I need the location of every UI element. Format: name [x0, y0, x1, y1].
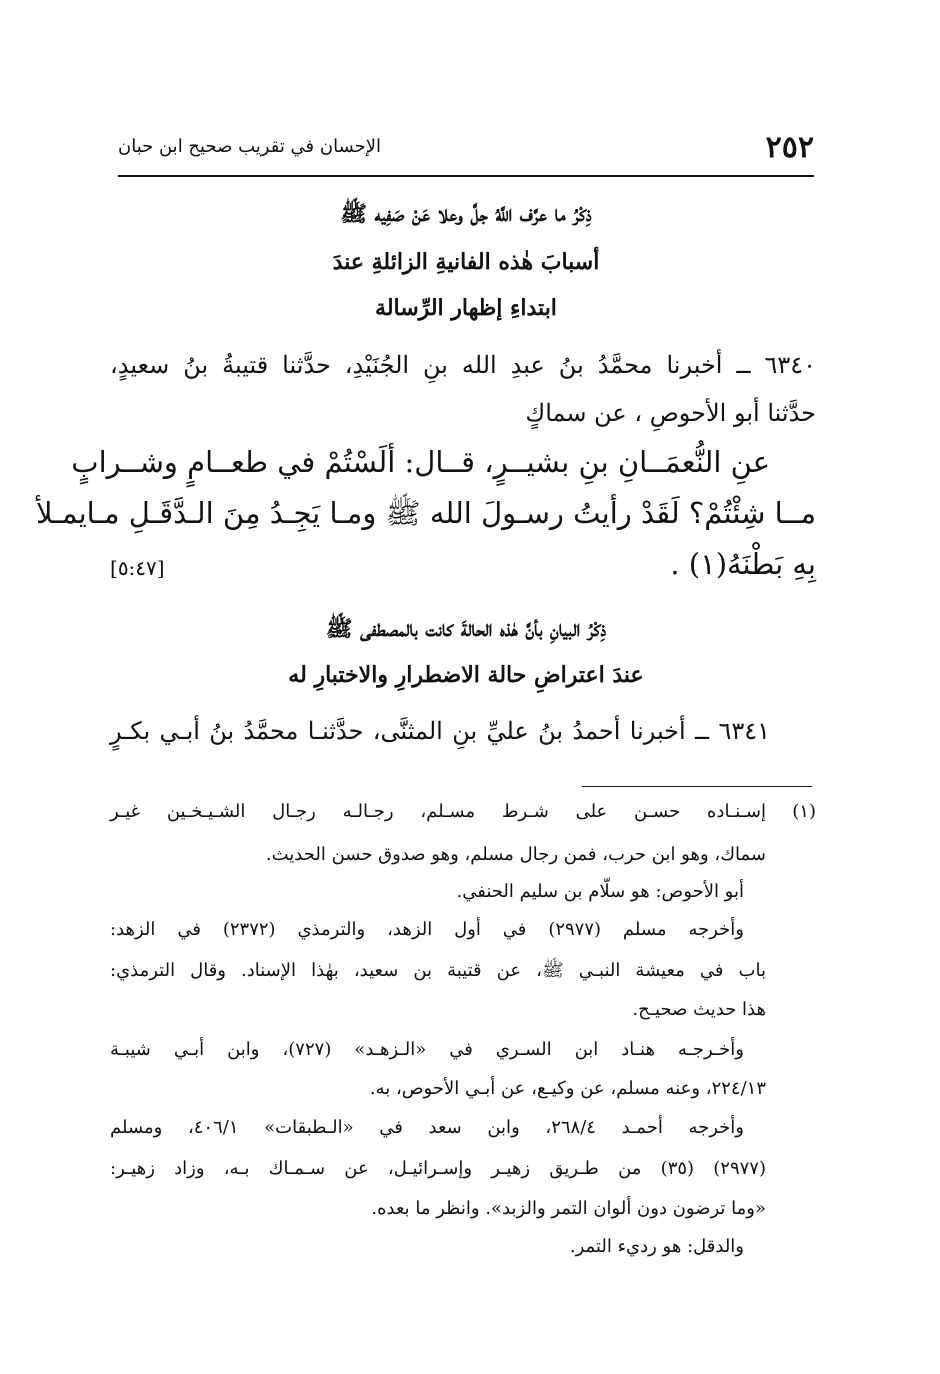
- hadith-6340-isnad-line2: حدَّثنا أبو الأحوصِ ، عن سماكٍ: [525, 399, 816, 427]
- source-reference: [٥:٤٧]: [110, 556, 165, 580]
- footnote-line: باب في معيشة النبـي ﷺ، عن قتيبة بن سعيد، بهٰذا الإسناد. وقال الترمذي:: [110, 960, 766, 981]
- footnote-line: وأخـرجـه هنـاد ابن السـري في «الـزهـد» (٧٢٧)، وابن أبـي شيبـة: [110, 1039, 744, 1060]
- header-rule: [118, 175, 814, 177]
- footnote-line: هذا حديث صحيـح.: [632, 999, 766, 1020]
- section1-heading-line3: ابتداءِ إظهار الرِّسالة: [375, 295, 557, 321]
- footnote-line: ٢٢٤/١٣، وعنه مسلم، عن وكيـع، عن أبـي الأحوص، به.: [369, 1078, 766, 1099]
- section1-heading-line1: ذِكْرُ ما عرَّف اللَّهُ جلَّ وعلا عَنْ صَفِيه ﷺ: [340, 201, 592, 227]
- footnote-line: سماك، وهو ابن حرب، فمن رجال مسلم، وهو صدوق حسن الحديث.: [265, 844, 766, 865]
- footnote-rule: [582, 786, 812, 787]
- footnote-line: إسـنـاده حسـن على شـرط مسـلم، رجـالـه رجـال الشـيـخـين غيـر: [110, 801, 766, 822]
- footnote-marker: (١): [792, 801, 816, 822]
- footnote-line: أبو الأحوص: هو سلّام بن سليم الحنفي.: [456, 881, 744, 902]
- hadith-6340-matn-line3: بِهِ بَطْنَهُ(١) .: [670, 547, 816, 581]
- footnote-line: (٢٩٧٧) (٣٥) من طـريق زهيـر وإسـرائيـل، عن سـمـاك بـه، وزاد زهيـر:: [110, 1158, 766, 1179]
- hadith-6340-isnad-line1: ٦٣٤٠ ــ أخبرنا محمَّدُ بنُ عبدِ الله بنِ الجُنَيْدِ، حدَّثنا قتيبةُ بنُ سعيدٍ،: [110, 351, 816, 379]
- hadith-6340-matn-line2: مــا شِئْتُمْ؟ لَقَدْ رأيتُ رسـولَ الله ﷺ ومـا يَجِـدُ مِنَ الـدَّقَـلِ مـايمـلأ: [36, 496, 816, 530]
- page-number: ٢٥٢: [765, 130, 814, 165]
- running-head: [118, 124, 814, 174]
- hadith-6340-matn-line1: عنِ النُّعمَــانِ بنِ بشيــرٍ، قــال: ألَسْتُمْ في طعــامٍ وشــرابٍ: [71, 445, 770, 479]
- footnote-line: وأخرجه مسلم (٢٩٧٧) في أول الزهد، والترمذي (٢٣٧٢) في الزهد:: [110, 919, 745, 940]
- section2-heading-line2: عندَ اعتراضِ حالة الاضطرارِ والاختبارِ له: [288, 662, 644, 688]
- footnote-line: وأخرجه أحمـد ٢٦٨/٤، وابن سعد في «الـطبقات» ٤٠٦/١، ومسلم: [110, 1117, 744, 1138]
- section2-heading-line1: ذِكْرُ البيانِ بأنَّ هٰذه الحالةَ كانت بالمصطفى ﷺ: [325, 616, 607, 642]
- section1-heading-line2: أسبابَ هٰذه الفانيةِ الزائلةِ عندَ: [332, 249, 600, 275]
- hadith-6341-line: ٦٣٤١ ــ أخبرنا أحمدُ بنُ عليِّ بنِ المثنَّى، حدَّثنـا محمَّدُ بنُ أبـي بكـرٍ: [110, 717, 770, 745]
- footnote-line: «وما ترضون دون ألوان التمر والزبد». وانظر ما بعده.: [371, 1198, 766, 1219]
- footnote-line: والدقل: هو رديء التمر.: [569, 1236, 744, 1257]
- book-title: الإحسان في تقريب صحيح ابن حبان: [118, 136, 382, 157]
